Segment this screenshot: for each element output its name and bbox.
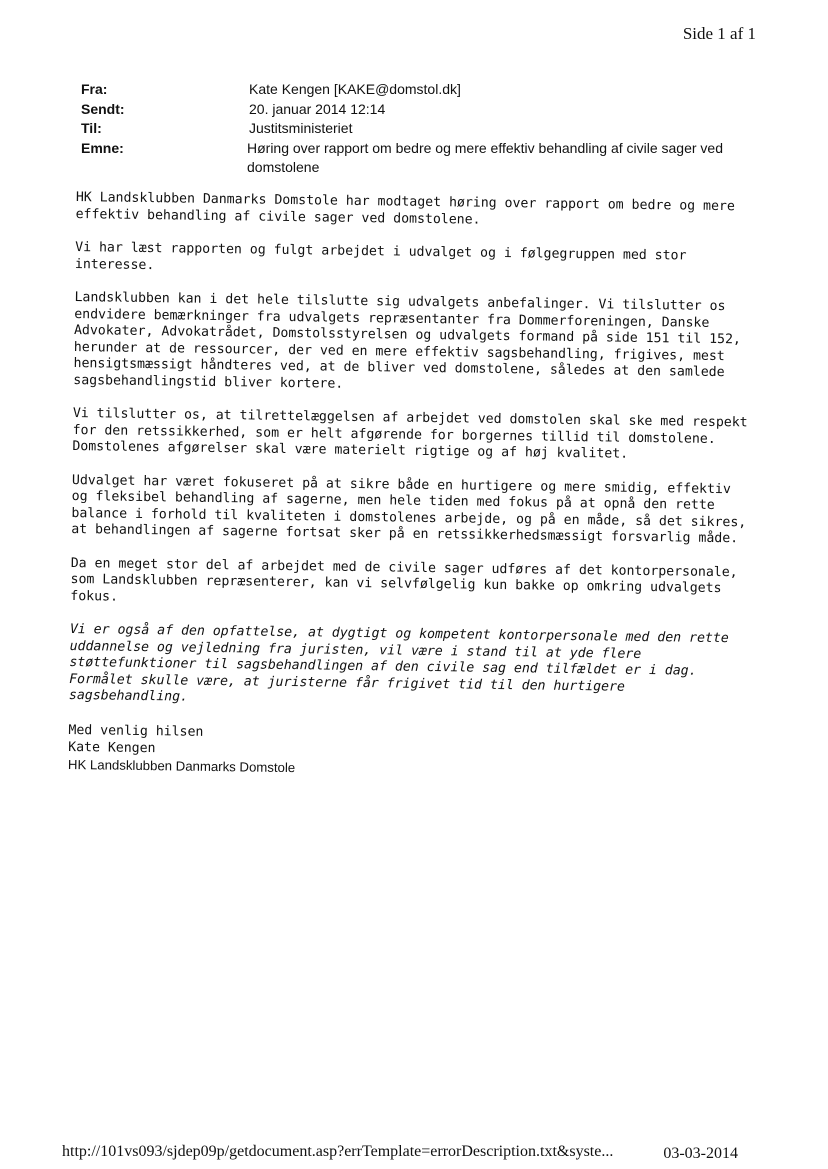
subject-label: Emne: <box>81 139 124 156</box>
to-row <box>81 119 761 139</box>
body-paragraph: Landsklubben kan i det hele tilslutte sig udvalgets anbefalinger. Vi tilslutter os endvidere bemærkninger fra udvalgets repræsentanter fra Dommerforeningen, Danske Advokater, Advokatrådet, Domstolsstyrelsen og udvalgets formand på side 151 til 152, herunder at de ressourcer, der ved en mere effektiv sagsbehandling, frigives, mest hensigtsmæssigt håndteres ved, at de bliver ved domstolene, således at den samlede sagsbehandlingstid bliver kortere. <box>73 289 741 392</box>
from-label: Fra: <box>81 81 108 97</box>
page-number: Side 1 af 1 <box>682 24 756 43</box>
sent-row <box>81 100 761 120</box>
letter-body <box>68 190 756 782</box>
sent-value: 20. januar 2014 12:14 <box>249 100 386 117</box>
sent-label: Sendt: <box>81 100 125 117</box>
body-paragraph-italic: Vi er også af den opfattelse, at dygtigt og kompetent kontorpersonale med den rette uddannelse og vejledning fra juristen, vil være i stand til at yde flere støttefunktioner til sagsbehandlingen af den civile sag end tilfældet er i dag. Formålet skulle være, at juristerne får frigivet tid til den hurtigere sagsbehandling. <box>68 621 729 705</box>
signer-organization: HK Landsklubben Danmarks Domstole <box>67 756 296 775</box>
closing-text: Med venlig hilsen <box>68 722 204 740</box>
footer-url: http://101vs093/sjdep09p/getdocument.asp?errTemplate=errorDescription.txt&syste... <box>62 1143 614 1160</box>
body-paragraph: Vi tilslutter os, at tilrettelæggelsen af arbejdet ved domstolen skal ske med respekt for den retssikkerhed, som er helt afgørende for borgernes tillid til domstolene. Domstolenes afgørelser skal være materielt rigtige og af høj kvalitet. <box>72 405 748 462</box>
body-paragraph: Vi har læst rapporten og fulgt arbejdet i udvalget og i følgegruppen med stor interesse. <box>74 239 687 273</box>
from-value: Kate Kengen [KAKE@domstol.dk] <box>249 81 461 97</box>
subject-row <box>81 139 761 179</box>
signer-name: Kate Kengen <box>68 739 156 756</box>
subject-value: Høring over rapport om bedre og mere effektiv behandling af civile sager ved domstolene <box>247 139 723 175</box>
to-label: Til: <box>81 120 102 136</box>
footer-date: 03-03-2014 <box>663 1145 738 1162</box>
to-value: Justitsministeriet <box>249 120 353 136</box>
from-row <box>81 80 761 100</box>
email-header <box>81 80 761 179</box>
body-paragraph: HK Landsklubben Danmarks Domstole har modtaget høring over rapport om bedre og mere effektiv behandling af civile sager ved domstolene. <box>75 190 735 228</box>
body-paragraph: Da en meget stor del af arbejdet med de civile sager udføres af det kontorpersonale, som Landsklubben repræsenterer, kan vi selvfølgelig kun bakke op omkring udvalgets fokus. <box>70 555 738 605</box>
signoff <box>68 721 749 781</box>
body-paragraph: Udvalget har været fokuseret på at sikre både en hurtigere og mere smidig, effektiv og fleksibel behandling af sagerne, men hele tiden med fokus på at opnå den rette balance i forhold til kvaliteten i domstolenes arbejde, og på en måde, så det sikres, at behandlingen af sagerne fortsat sker på en retssikkerhedsmæssigt forsvarlig måde. <box>71 472 747 547</box>
